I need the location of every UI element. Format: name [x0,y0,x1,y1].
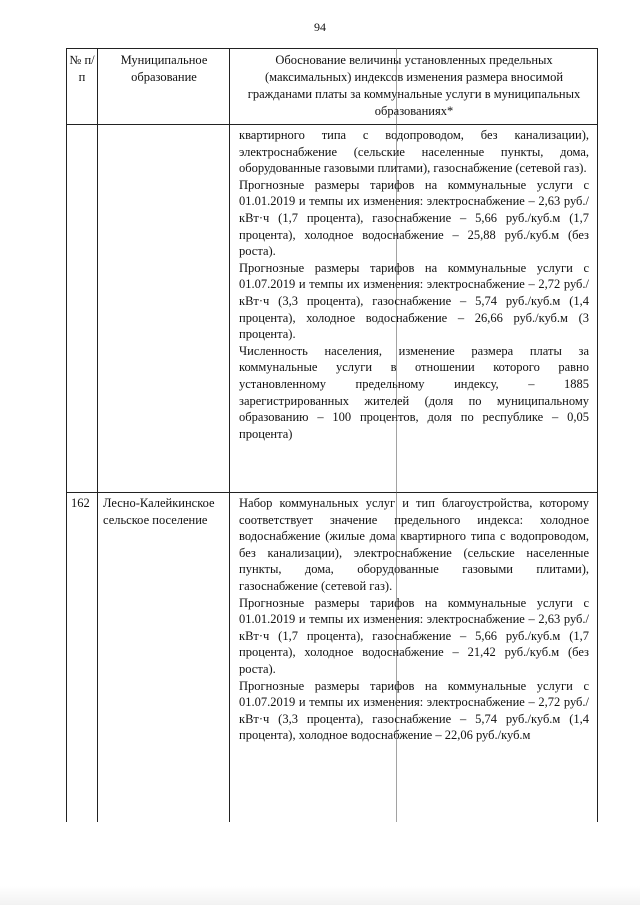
prev-paragraph-3: Прогнозные размеры тарифов на коммунальные услуги с 01.07.2019 и темпы их изменения: электроснабжение – 2,72 руб./кВт·ч (3,3 процента), газоснабжение – 5,74 руб./куб.м (1,4 процента), холодное водоснабжение – 26,66 руб./куб.м (3 процента). [239,260,589,342]
row-divider [67,492,597,493]
municipality-name: Лесно-Калейкинское сельское поселение [103,496,215,527]
paragraph-2: Прогнозные размеры тарифов на коммунальные услуги с 01.01.2019 и темпы их изменения: электроснабжение – 2,63 руб./кВт·ч (1,7 процента), газоснабжение – 5,66 руб./куб.м (1,7 процента), холодное водоснабжение – 21,42 руб./куб.м (без роста). [239,595,589,676]
column-divider-2 [229,48,230,822]
header-municipality: Муниципальное образование [120,53,208,84]
paragraph-3: Прогнозные размеры тарифов на коммунальные услуги с 01.07.2019 и темпы их изменения: электроснабжение – 2,72 руб./кВт·ч (3,3 процента), газоснабжение – 5,74 руб./куб.м (1,4 процента), холодное водоснабжение – 22,06 руб./куб.м [239,678,589,743]
prev-row-justification [239,127,589,442]
header-justification: Обоснование величины установленных предельных (максимальных) индексов изменения размера вносимой гражданами платы за коммунальные услуги в муниципальных образованиях* [247,53,581,118]
header-number: № п/п [69,53,95,84]
row-justification [239,495,589,744]
prev-paragraph-2: Прогнозные размеры тарифов на коммунальные услуги с 01.01.2019 и темпы их изменения: электроснабжение – 2,63 руб./кВт·ч (1,7 процента), газоснабжение – 5,66 руб./куб.м (1,7 процента), холодное водоснабжение – 25,88 руб./куб.м (без роста). [239,177,589,259]
header-divider [67,124,597,125]
page-bottom-edge [0,886,640,905]
row-number: 162 [71,496,90,510]
table-top-border [67,48,597,49]
paragraph-1: Набор коммунальных услуг и тип благоустройства, которому соответствует значение предельного индекса: холодное водоснабжение (жилые дома квартирного типа с водопроводом, без канализации), электроснабжение (сельские населенные пункты, дома, оборудованные газовыми плитами), газоснабжение (сетевой газ). [239,496,589,593]
prev-paragraph-1: квартирного типа с водопроводом, без канализации), электроснабжение (сельские населенные пункты, дома, оборудованные газовыми плитами), газоснабжение (сетевой газ). [239,128,589,176]
prev-paragraph-4: Численность населения, изменение размера платы за коммунальные услуги в отношении которого равно установленному предельному индексу, – 1885 зарегистрированных жителей (доля по муниципальному образованию – 100 процентов, доля по республике – 0,05 процента) [239,343,589,441]
column-divider-1 [97,48,98,822]
scan-fold-line [396,48,397,822]
page-number: 94 [314,20,326,34]
tariff-table [66,48,598,822]
